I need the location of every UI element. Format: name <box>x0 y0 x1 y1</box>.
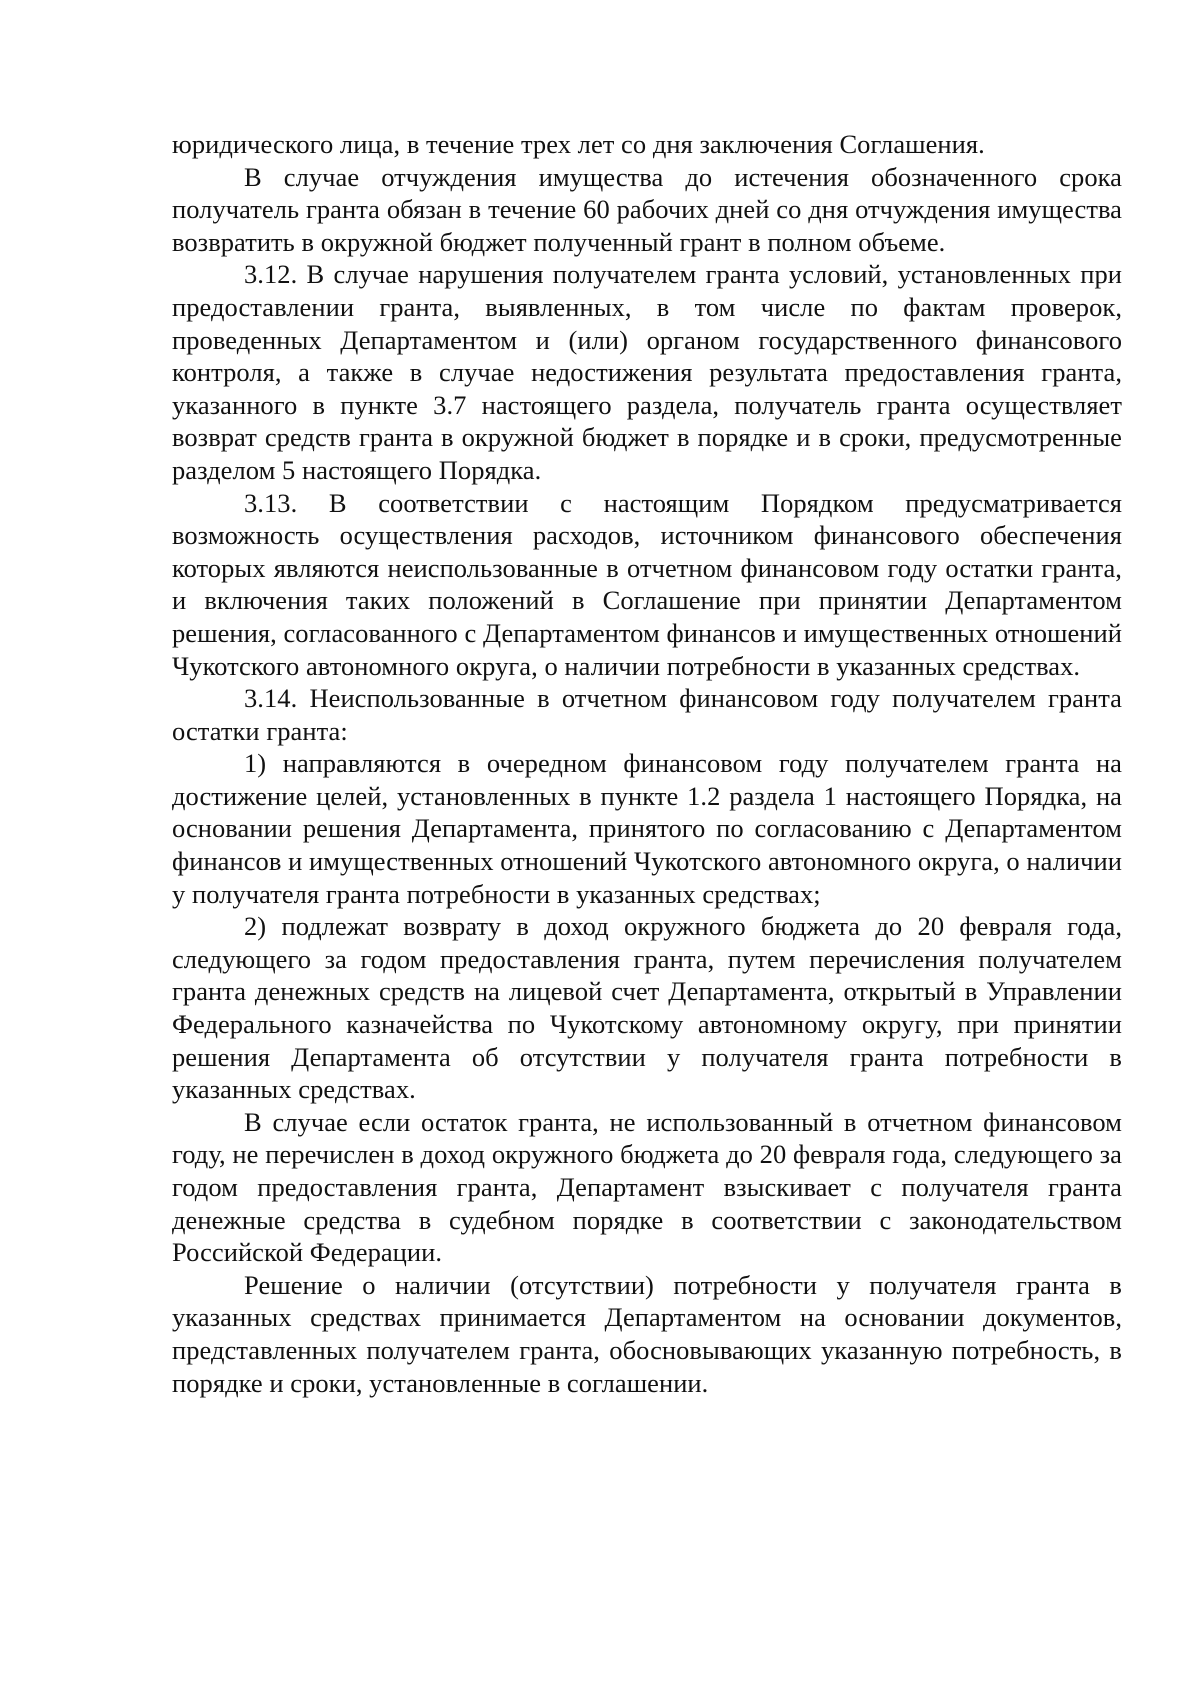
paragraph-continuation: юридического лица, в течение трех лет со дня заключения Соглашения. <box>172 129 985 159</box>
paragraph-3-14: 3.14. Неиспользованные в отчетном финансовом году получателем гранта остатки гранта: <box>172 683 1122 746</box>
paragraph-property-alienation: В случае отчуждения имущества до истечения обозначенного срока получатель гранта обязан в течение 60 рабочих дней со дня отчуждения имущества возвратить в окружной бюджет полученный грант в полном объеме. <box>172 161 1122 257</box>
paragraph-recovery: В случае если остаток гранта, не использованный в отчетном финансовом году, не перечислен в доход окружного бюджета до 20 февраля года, следующего за годом предоставления гранта, Департамент взыскивает с получателя гранта денежные средства в судебном порядке в соответствии с законодательством Российской Федерации. <box>172 1106 1122 1268</box>
paragraph-3-14-item-2: 2) подлежат возврату в доход окружного бюджета до 20 февраля года, следующего за годом предоставления гранта, путем перечисления получателем гранта денежных средств на лицевой счет Департамента, открытый в Управлении Федерального казначейства по Чукотскому автономному округу, при принятии решения Департамента об отсутствии у получателя гранта потребности в указанных средствах. <box>172 911 1122 1105</box>
document-page <box>172 128 1122 1399</box>
paragraph-3-13: 3.13. В соответствии с настоящим Порядком предусматривается возможность осуществления расходов, источником финансового обеспечения которых являются неиспользованные в отчетном финансовом году остатки гранта, и включения таких положений в Соглашение при принятии Департаментом решения, согласованного с Департаментом финансов и имущественных отношений Чукотского автономного округа, о наличии потребности в указанных средствах. <box>172 487 1122 681</box>
paragraph-3-12: 3.12. В случае нарушения получателем гранта условий, установленных при предоставлении гранта, выявленных, в том числе по фактам проверок, проведенных Департаментом и (или) органом государственного финансового контроля, а также в случае недостижения результата предоставления гранта, указанного в пункте 3.7 настоящего раздела, получатель гранта осуществляет возврат средств гранта в окружной бюджет в порядке и в сроки, предусмотренные разделом 5 настоящего Порядка. <box>172 259 1122 485</box>
paragraph-decision: Решение о наличии (отсутствии) потребности у получателя гранта в указанных средствах принимается Департаментом на основании документов, представленных получателем гранта, обосновывающих указанную потребность, в порядке и сроки, установленные в соглашении. <box>172 1269 1122 1398</box>
paragraph-3-14-item-1: 1) направляются в очередном финансовом году получателем гранта на достижение целей, установленных в пункте 1.2 раздела 1 настоящего Порядка, на основании решения Департамента, принятого по согласованию с Департаментом финансов и имущественных отношений Чукотского автономного округа, о наличии у получателя гранта потребности в указанных средствах; <box>172 748 1123 909</box>
